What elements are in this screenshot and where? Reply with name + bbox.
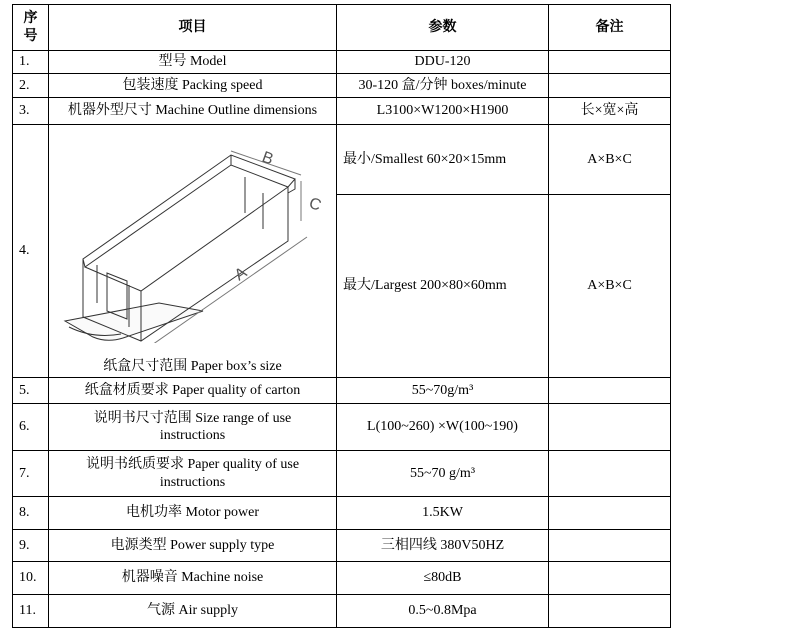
- row-note: [549, 404, 671, 451]
- row-item: [49, 404, 337, 451]
- table-row: [13, 98, 671, 125]
- table-row: [13, 530, 671, 562]
- row-param: 三相四线 380V50HZ: [337, 530, 549, 562]
- row-index: 6.: [13, 404, 49, 451]
- row-param: DDU-120: [337, 51, 549, 74]
- row-index: 2.: [13, 74, 49, 98]
- row-param: 55~70 g/m³: [337, 451, 549, 497]
- row-item: 机器外型尺寸 Machine Outline dimensions: [49, 98, 337, 125]
- spec-table: [12, 4, 671, 628]
- row-item-text: 说明书纸质要求 Paper quality of use instructions: [85, 457, 300, 490]
- row-item: 电机功率 Motor power: [49, 497, 337, 530]
- row-param: 0.5~0.8Mpa: [337, 595, 549, 628]
- row-index: 1.: [13, 51, 49, 74]
- row-item-text: 说明书尺寸范围 Size range of use instructions: [93, 410, 292, 443]
- row-param: L3100×W1200×H1900: [337, 98, 549, 125]
- header-param: 参数: [337, 5, 549, 51]
- row-note: [549, 562, 671, 595]
- table-row: [13, 451, 671, 497]
- row-item: [49, 451, 337, 497]
- table-row: [13, 404, 671, 451]
- row-param: 最大/Largest 200×80×60mm: [337, 195, 549, 378]
- row-note: [549, 530, 671, 562]
- dimension-label-b: B: [259, 148, 276, 169]
- row-item: 纸盒尺寸范围 Paper box’s size: [103, 358, 282, 374]
- table-row: [13, 497, 671, 530]
- row-item: 气源 Air supply: [49, 595, 337, 628]
- row-note: [549, 595, 671, 628]
- header-index: 序号: [13, 5, 49, 51]
- row-param: 1.5KW: [337, 497, 549, 530]
- row-note: A×B×C: [549, 195, 671, 378]
- carton-diagram: [63, 133, 333, 343]
- table-row: [13, 74, 671, 98]
- row-param: 55~70g/m³: [337, 378, 549, 404]
- row-param: ≤80dB: [337, 562, 549, 595]
- box-size-cell: [49, 125, 337, 378]
- dimension-label-c: C: [306, 194, 324, 215]
- row-item: 型号 Model: [49, 51, 337, 74]
- row-item: 纸盒材质要求 Paper quality of carton: [49, 378, 337, 404]
- row-index: 8.: [13, 497, 49, 530]
- row-note: A×B×C: [549, 125, 671, 195]
- dimension-label-a: A: [231, 264, 251, 285]
- row-note: [549, 378, 671, 404]
- table-row: [13, 51, 671, 74]
- row-item: 机器噪音 Machine noise: [49, 562, 337, 595]
- table-row: [13, 125, 671, 195]
- row-param: 30-120 盒/分钟 boxes/minute: [337, 74, 549, 98]
- row-note: [549, 74, 671, 98]
- row-note: [549, 497, 671, 530]
- table-row: [13, 595, 671, 628]
- header-row: [13, 5, 671, 51]
- header-item: 项目: [49, 5, 337, 51]
- table-row: [13, 378, 671, 404]
- row-index: 9.: [13, 530, 49, 562]
- header-note: 备注: [549, 5, 671, 51]
- row-index: 3.: [13, 98, 49, 125]
- row-index: 11.: [13, 595, 49, 628]
- row-index: 4.: [13, 125, 49, 378]
- row-item: 包装速度 Packing speed: [49, 74, 337, 98]
- row-note: 长×宽×高: [549, 98, 671, 125]
- row-index: 10.: [13, 562, 49, 595]
- row-param: L(100~260) ×W(100~190): [337, 404, 549, 451]
- row-index: 5.: [13, 378, 49, 404]
- row-note: [549, 51, 671, 74]
- table-row: [13, 562, 671, 595]
- row-note: [549, 451, 671, 497]
- row-item: 电源类型 Power supply type: [49, 530, 337, 562]
- row-param: 最小/Smallest 60×20×15mm: [337, 125, 549, 195]
- row-index: 7.: [13, 451, 49, 497]
